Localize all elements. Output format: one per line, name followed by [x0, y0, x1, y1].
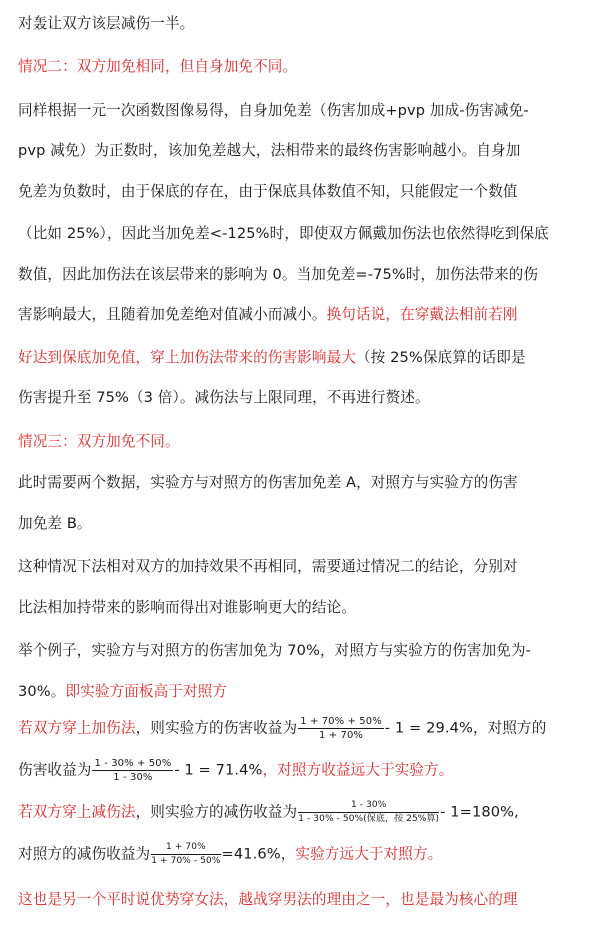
fraction-numerator: 1 - 30% — [298, 800, 439, 813]
fraction — [298, 800, 439, 825]
paragraph-line: 比法相加持带来的影响而得出对谁影响更大的结论。 — [18, 599, 356, 616]
paragraph-line — [18, 346, 526, 367]
fraction-numerator: 1 - 30% + 50% — [94, 758, 172, 769]
text-run: ，则实验方的减伤收益为 — [135, 803, 298, 821]
text-run: 伤害收益为 — [18, 761, 92, 779]
text-run: 对照方的减伤收益为 — [18, 845, 151, 863]
text-run: ，则实验方的伤害收益为 — [135, 719, 298, 737]
text-run: ，对照方的 — [472, 719, 547, 737]
paragraph-line: 加免差 B。 — [18, 515, 92, 532]
paragraph-line: 对轰让双方该层减伤一半。 — [18, 15, 195, 32]
formula-result: - 1=180%, — [440, 803, 519, 821]
formula-line — [18, 758, 454, 783]
paragraph-line — [18, 680, 227, 701]
highlight-text: 好达到保底加免值，穿上加伤法带来的伤害影响最大 — [18, 349, 356, 366]
paragraph-line: 同样根据一元一次函数图像易得，自身加免差（伤害加成+pvp 加成-伤害减免- — [18, 102, 529, 119]
section-heading: 情况三：双方加免不同。 — [18, 433, 180, 450]
paragraph-line: pvp 减免）为正数时，该加免差越大，法相带来的最终伤害影响越小。自身加 — [18, 142, 521, 159]
paragraph-line: 这也是另一个平时说优势穿女法，越战穿男法的理由之一，也是最为核心的理 — [18, 891, 518, 908]
fraction — [92, 758, 173, 783]
fraction-denominator: 1 - 30% — [113, 772, 153, 783]
highlight-text: 若双方穿上减伤法 — [18, 803, 136, 821]
fraction-denominator: 1 - 30% - 50%(保底，按 25%算) — [298, 814, 440, 824]
text-run: 30%。 — [18, 683, 66, 700]
fraction-numerator: 1 + 70% + 50% — [300, 716, 382, 727]
formula-line — [18, 842, 442, 867]
fraction-numerator: 1 + 70% — [151, 842, 220, 855]
text-run: （按 25%保底算的话即是 — [355, 349, 526, 366]
fraction — [151, 842, 220, 867]
fraction-denominator: 1 + 70% — [318, 730, 364, 741]
paragraph-line: （比如 25%），因此当加免差<-125%时，即使双方佩戴加伤法也依然得吃到保底 — [18, 225, 549, 242]
paragraph-line: 这种情况下法相对双方的加持效果不再相同，需要通过情况二的结论，分别对 — [18, 558, 518, 575]
fraction-denominator: 1 + 70% - 50% — [151, 856, 221, 866]
formula-result: - 1 = 71.4% — [174, 761, 263, 779]
paragraph-line: 此时需要两个数据，实验方与对照方的伤害加免差 A，对照方与实验方的伤害 — [18, 474, 518, 491]
formula-line — [18, 800, 519, 825]
highlight-text: ，对照方收益远大于实验方。 — [262, 761, 454, 779]
fraction — [298, 716, 384, 741]
highlight-text: 若双方穿上加伤法 — [18, 719, 136, 737]
paragraph-line: 数值，因此加伤法在该层带来的影响为 0。当加免差=-75%时，加伤法带来的伤 — [18, 266, 539, 283]
highlight-text: 换句话说，在穿戴法相前若刚 — [326, 306, 518, 323]
paragraph-line: 举个例子，实验方与对照方的伤害加免为 70%，对照方与实验方的伤害加免为- — [18, 642, 532, 659]
paragraph-line: 伤害提升至 75%（3 倍）。减伤法与上限同理，不再进行赘述。 — [18, 389, 430, 406]
text-run: 害影响最大，且随着加免差绝对值减小而减小。 — [18, 306, 327, 323]
formula-line — [18, 716, 546, 741]
formula-result: =41.6%， — [221, 845, 296, 863]
section-heading: 情况二：双方加免相同，但自身加免不同。 — [18, 58, 298, 75]
highlight-text: 实验方远大于对照方。 — [295, 845, 443, 863]
paragraph-line — [18, 303, 518, 324]
paragraph-line: 免差为负数时，由于保底的存在，由于保底具体数值不知，只能假定一个数值 — [18, 183, 518, 200]
formula-result: - 1 = 29.4% — [384, 719, 473, 737]
highlight-text: 即实验方面板高于对照方 — [65, 683, 228, 700]
